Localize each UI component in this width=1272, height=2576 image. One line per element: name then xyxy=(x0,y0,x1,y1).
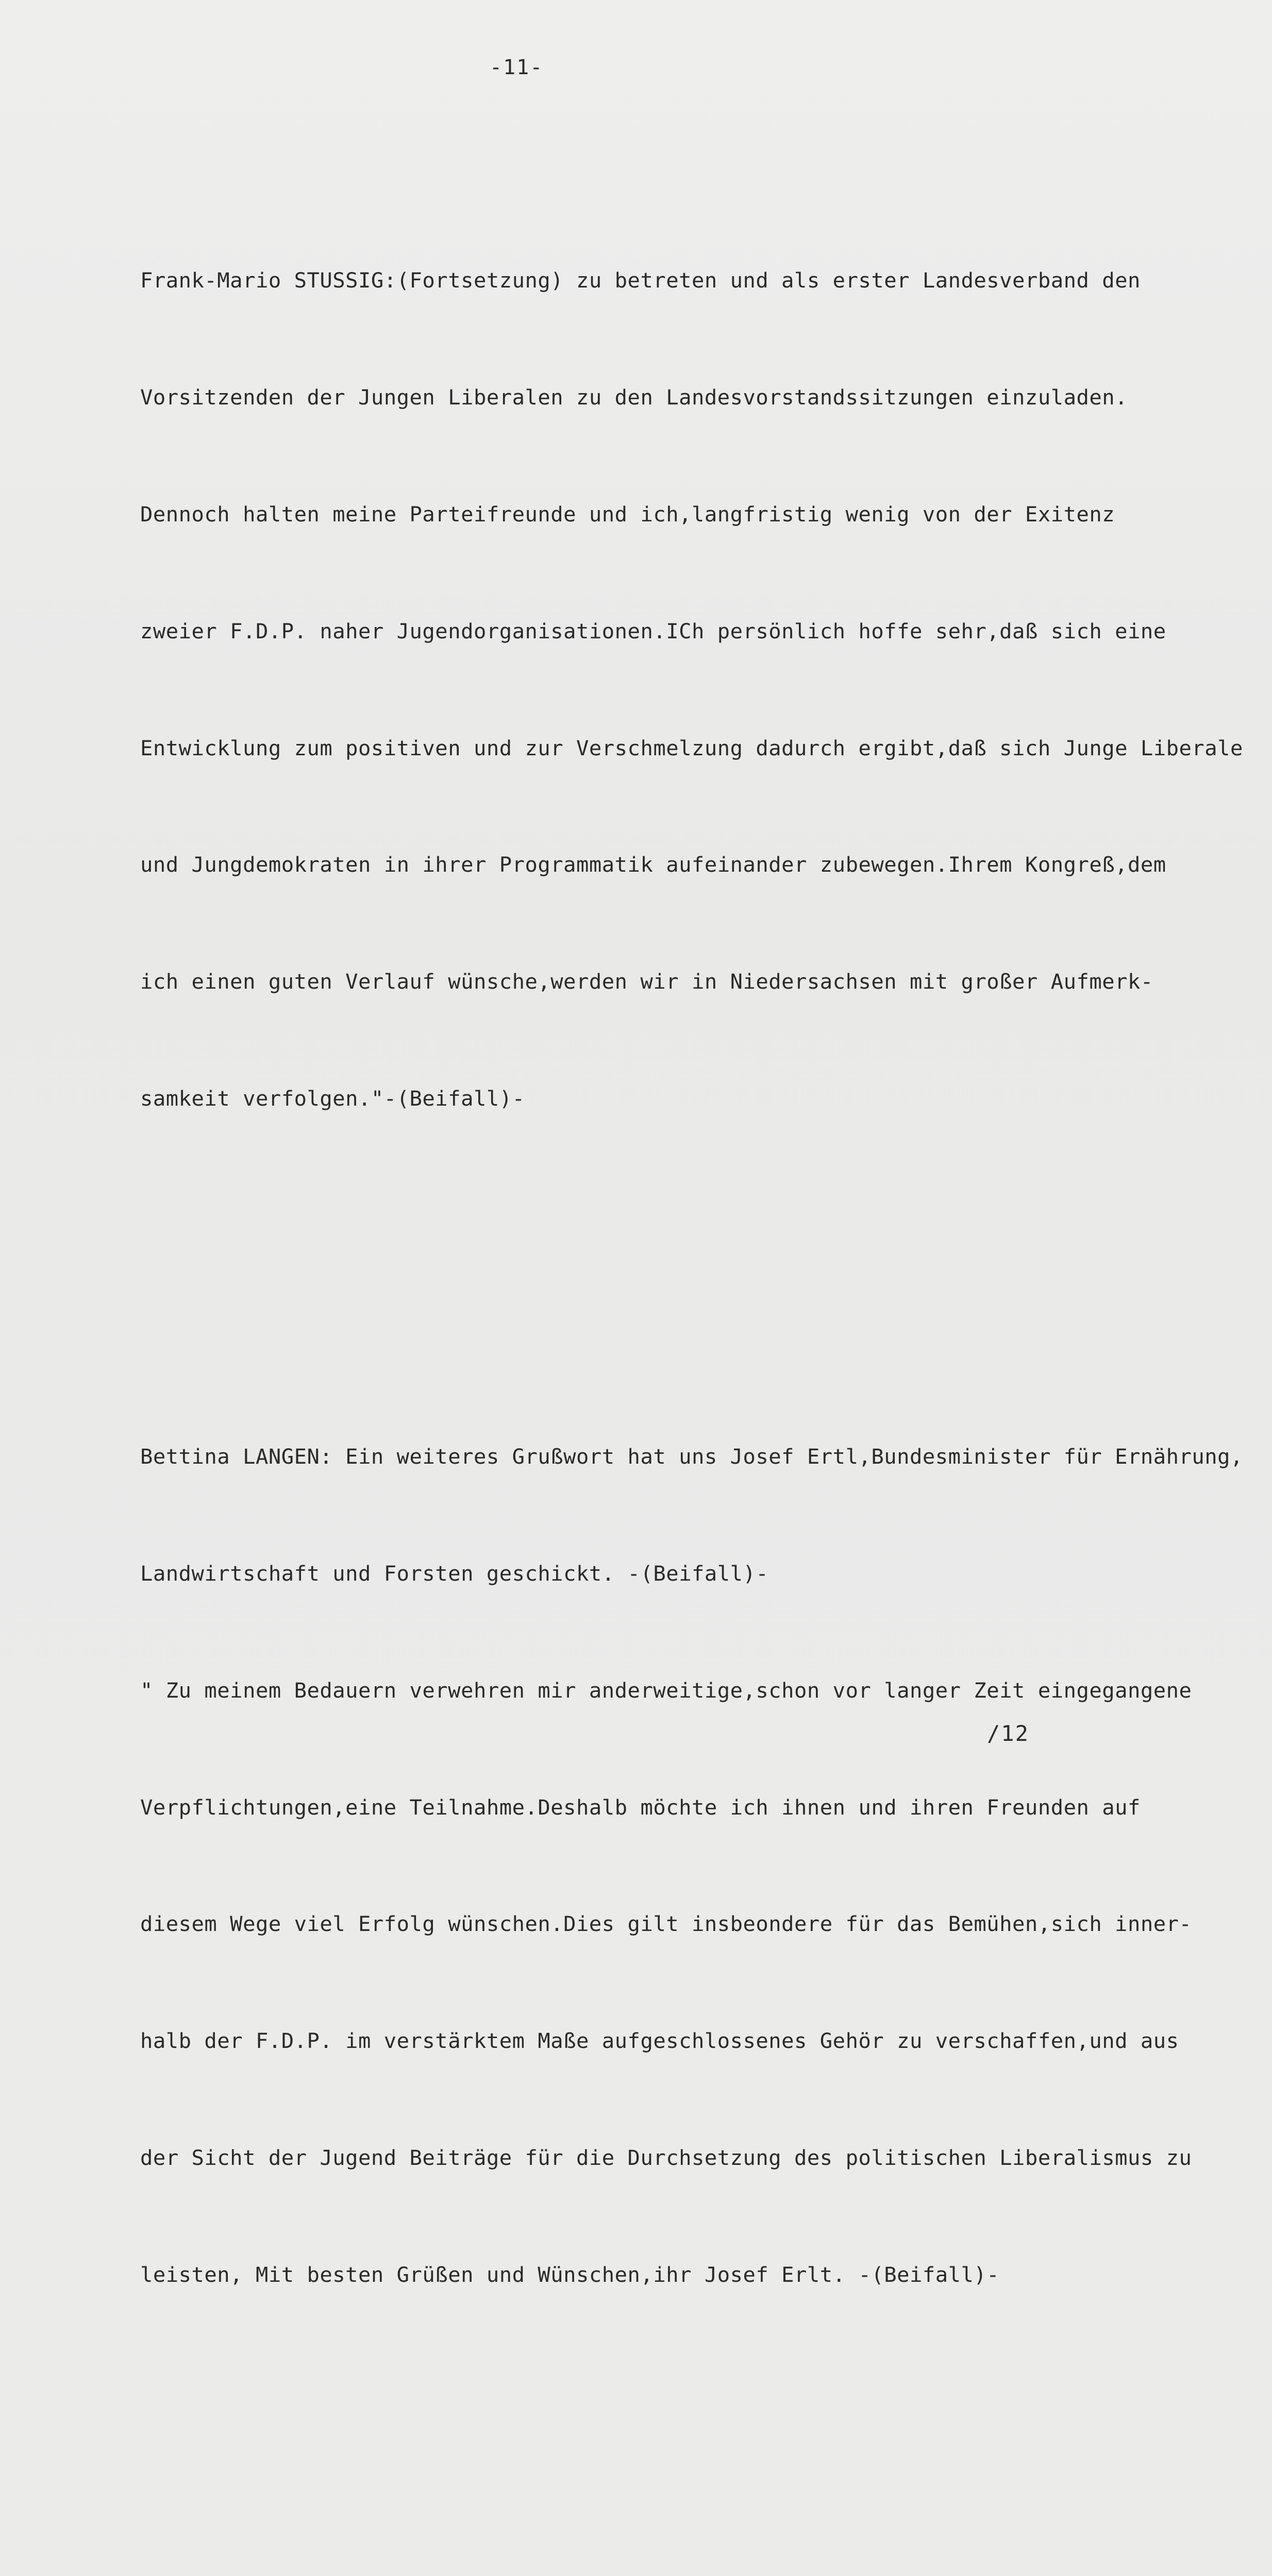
text-line: Verpflichtungen,eine Teilnahme.Deshalb möchte ich ihnen und ihren Freunden auf xyxy=(140,1794,1141,1820)
text-line: Frank-Mario STUSSIG:(Fortsetzung) zu betreten und als erster Landesverband den xyxy=(140,268,1141,293)
continue-marker: /12 xyxy=(987,1721,1029,1746)
text-line: leisten, Mit besten Grüßen und Wünschen,ihr Josef Erlt. -(Beifall)- xyxy=(140,2262,1000,2287)
text-line: " Zu meinem Bedauern verwehren mir anderweitige,schon vor langer Zeit eingegangene xyxy=(140,1677,1192,1703)
text-line: Bettina LANGEN: Ein weiteres Grußwort hat uns Josef Ertl,Bundesminister für Ernährung, xyxy=(140,1444,1243,1469)
text-line: halb der F.D.P. im verstärktem Maße aufgeschlossenes Gehör zu verschaffen,und aus xyxy=(140,2028,1179,2054)
text-line: Vorsitzenden der Jungen Liberalen zu den Landesvorstandssitzungen einzuladen. xyxy=(140,385,1128,410)
paragraph-stussig-greetings xyxy=(140,2536,1264,2576)
text-line: Entwicklung zum positiven und zur Verschmelzung dadurch ergibt,daß sich Junge Liberale xyxy=(140,735,1243,760)
text-line: der Sicht der Jugend Beiträge für die Durchsetzung des politischen Liberalismus zu xyxy=(140,2145,1192,2170)
text-line: Landwirtschaft und Forsten geschickt. -(Beifall)- xyxy=(140,1561,769,1586)
text-line: zweier F.D.P. naher Jugendorganisationen.ICh persönlich hoffe sehr,daß sich eine xyxy=(140,618,1166,643)
page-number: -11- xyxy=(490,56,544,79)
text-line: Dennoch halten meine Parteifreunde und ich,langfristig wenig von der Exitenz xyxy=(140,501,1115,527)
text-line: ich einen guten Verlauf wünsche,werden wir in Niedersachsen mit großer Aufmerk- xyxy=(140,969,1153,994)
paragraph-gap xyxy=(140,1274,1264,1282)
paragraph-gap xyxy=(140,2450,1264,2458)
transcript-body xyxy=(140,106,1264,2576)
paragraph-stussig-continuation xyxy=(140,183,1264,1196)
paragraph-langen-ertl xyxy=(140,1360,1264,2372)
text-line: und Jungdemokraten in ihrer Programmatik aufeinander zubewegen.Ihrem Kongreß,dem xyxy=(140,852,1166,877)
text-line: diesem Wege viel Erfolg wünschen.Dies gilt insbeondere für das Bemühen,sich inner- xyxy=(140,1911,1192,1937)
text-line: samkeit verfolgen."-(Beifall)- xyxy=(140,1086,525,1111)
